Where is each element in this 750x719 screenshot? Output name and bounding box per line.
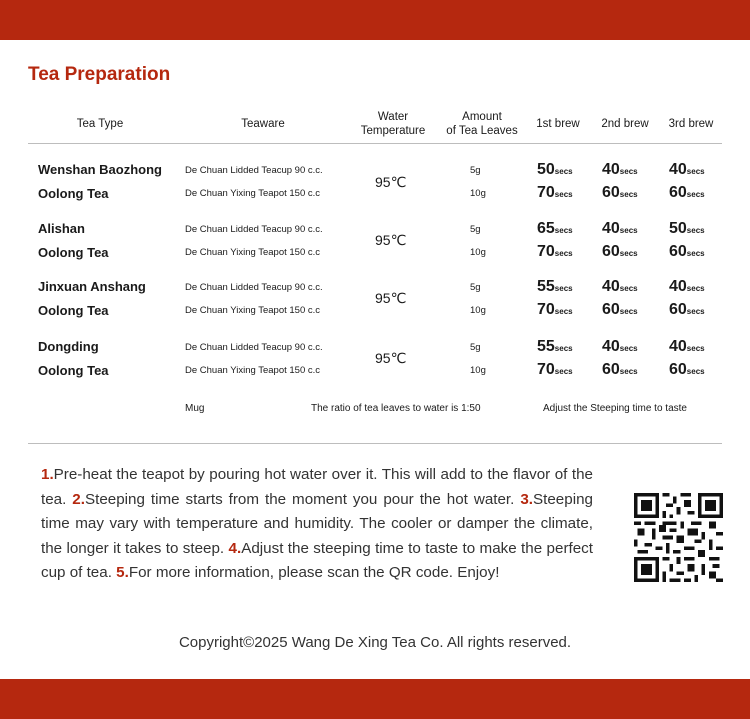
brew2-cup: 40secs [602,278,638,295]
note-text: Steeping time starts from the moment you pour the hot water. [84,490,521,508]
amount-cup: 5g [470,342,481,353]
brew3-pot: 60secs [669,243,705,260]
water-temp: 95℃ [375,350,407,366]
footer-adjust: Adjust the Steeping time to taste [543,403,687,414]
footer-ratio: The ratio of tea leaves to water is 1:50 [311,403,481,414]
header-tea-type: Tea Type [76,118,124,130]
top-banner [0,0,750,40]
brew3-cup: 40secs [669,338,705,355]
header-brew3: 3rd brew [668,118,714,130]
brew2-cup: 40secs [602,338,638,355]
amount-pot: 10g [470,188,486,199]
brew2-cup: 40secs [602,220,638,237]
qr-code-icon[interactable] [634,493,723,582]
brew1-pot: 70secs [537,301,573,318]
teaware-pot: De Chuan Yixing Teapot 150 c.c [185,247,321,258]
teaware-cup: De Chuan Lidded Teacup 90 c.c. [185,224,323,235]
brew3-cup: 40secs [669,161,705,178]
brew2-pot: 60secs [602,361,638,378]
note-number: 5. [116,564,129,581]
amount-cup: 5g [470,282,481,293]
brew1-pot: 70secs [537,184,573,201]
teaware-cup: De Chuan Lidded Teacup 90 c.c. [185,165,323,176]
brew1-cup: 55secs [537,338,573,355]
brew3-pot: 60secs [669,184,705,201]
brew2-pot: 60secs [602,243,638,260]
brew3-cup: 40secs [669,278,705,295]
tea-name-sub: Oolong Tea [38,303,109,318]
tea-name: Wenshan Baozhong [38,162,162,177]
teaware-pot: De Chuan Yixing Teapot 150 c.c [185,305,321,316]
note-number: 3. [520,490,534,508]
amount-pot: 10g [470,247,486,258]
brew1-cup: 65secs [537,220,573,237]
teaware-pot: De Chuan Yixing Teapot 150 c.c [185,188,321,199]
tea-name-sub: Oolong Tea [38,363,109,378]
note-text: Pre-heat the teapot by pouring hot water over it. This will add to the flavor of the tea. [41,466,593,508]
header-amount [436,110,528,138]
note-text: For more information, please scan the QR code. Enjoy! [128,564,500,581]
water-temp: 95℃ [375,232,407,248]
note-number: 1. [41,466,54,483]
bottom-banner [0,679,750,719]
amount-pot: 10g [470,305,486,316]
header-water-line1: Water [377,111,409,123]
table-bottom-divider [28,443,722,444]
brew3-pot: 60secs [669,361,705,378]
teaware-pot: De Chuan Yixing Teapot 150 c.c [185,365,321,376]
amount-pot: 10g [470,365,486,376]
header-divider [28,143,722,144]
header-brew1: 1st brew [536,118,580,130]
brew2-pot: 60secs [602,184,638,201]
teaware-cup: De Chuan Lidded Teacup 90 c.c. [185,282,323,293]
brew2-pot: 60secs [602,301,638,318]
header-water-line2: Temperature [360,125,426,137]
tea-name: Dongding [38,339,99,354]
note-text: Adjust the steeping time to taste to make the perfect cup of tea. [41,539,593,581]
brew1-pot: 70secs [537,243,573,260]
header-amount-line1: Amount [462,111,502,123]
brew1-pot: 70secs [537,361,573,378]
brew2-cup: 40secs [602,161,638,178]
water-temp: 95℃ [375,290,407,306]
header-water-temperature [350,110,436,138]
page-title: Tea Preparation [28,64,171,85]
note-number: 2. [72,490,85,508]
tea-name: Alishan [38,221,85,236]
brew1-cup: 55secs [537,278,573,295]
header-teaware: Teaware [241,118,285,130]
tea-name: Jinxuan Anshang [38,279,146,294]
amount-cup: 5g [470,165,481,176]
tea-name-sub: Oolong Tea [38,245,109,260]
water-temp: 95℃ [375,174,407,190]
tea-name-sub: Oolong Tea [38,186,109,201]
note-text: Steeping time may vary with temperature and humidity. The cooler or damper the climate, the longer it takes to steep. [41,490,593,557]
amount-cup: 5g [470,224,481,235]
brew3-cup: 50secs [669,220,705,237]
teaware-cup: De Chuan Lidded Teacup 90 c.c. [185,342,323,353]
header-amount-line2: of Tea Leaves [446,125,518,137]
note-number: 4. [228,539,242,557]
footer-ware: Mug [185,403,205,414]
copyright-text: Copyright©2025 Wang De Xing Tea Co. All rights reserved. [178,634,572,651]
brew3-pot: 60secs [669,301,705,318]
header-brew2: 2nd brew [601,118,649,130]
instructions-paragraph [41,463,593,586]
brew1-cup: 50secs [537,161,573,178]
